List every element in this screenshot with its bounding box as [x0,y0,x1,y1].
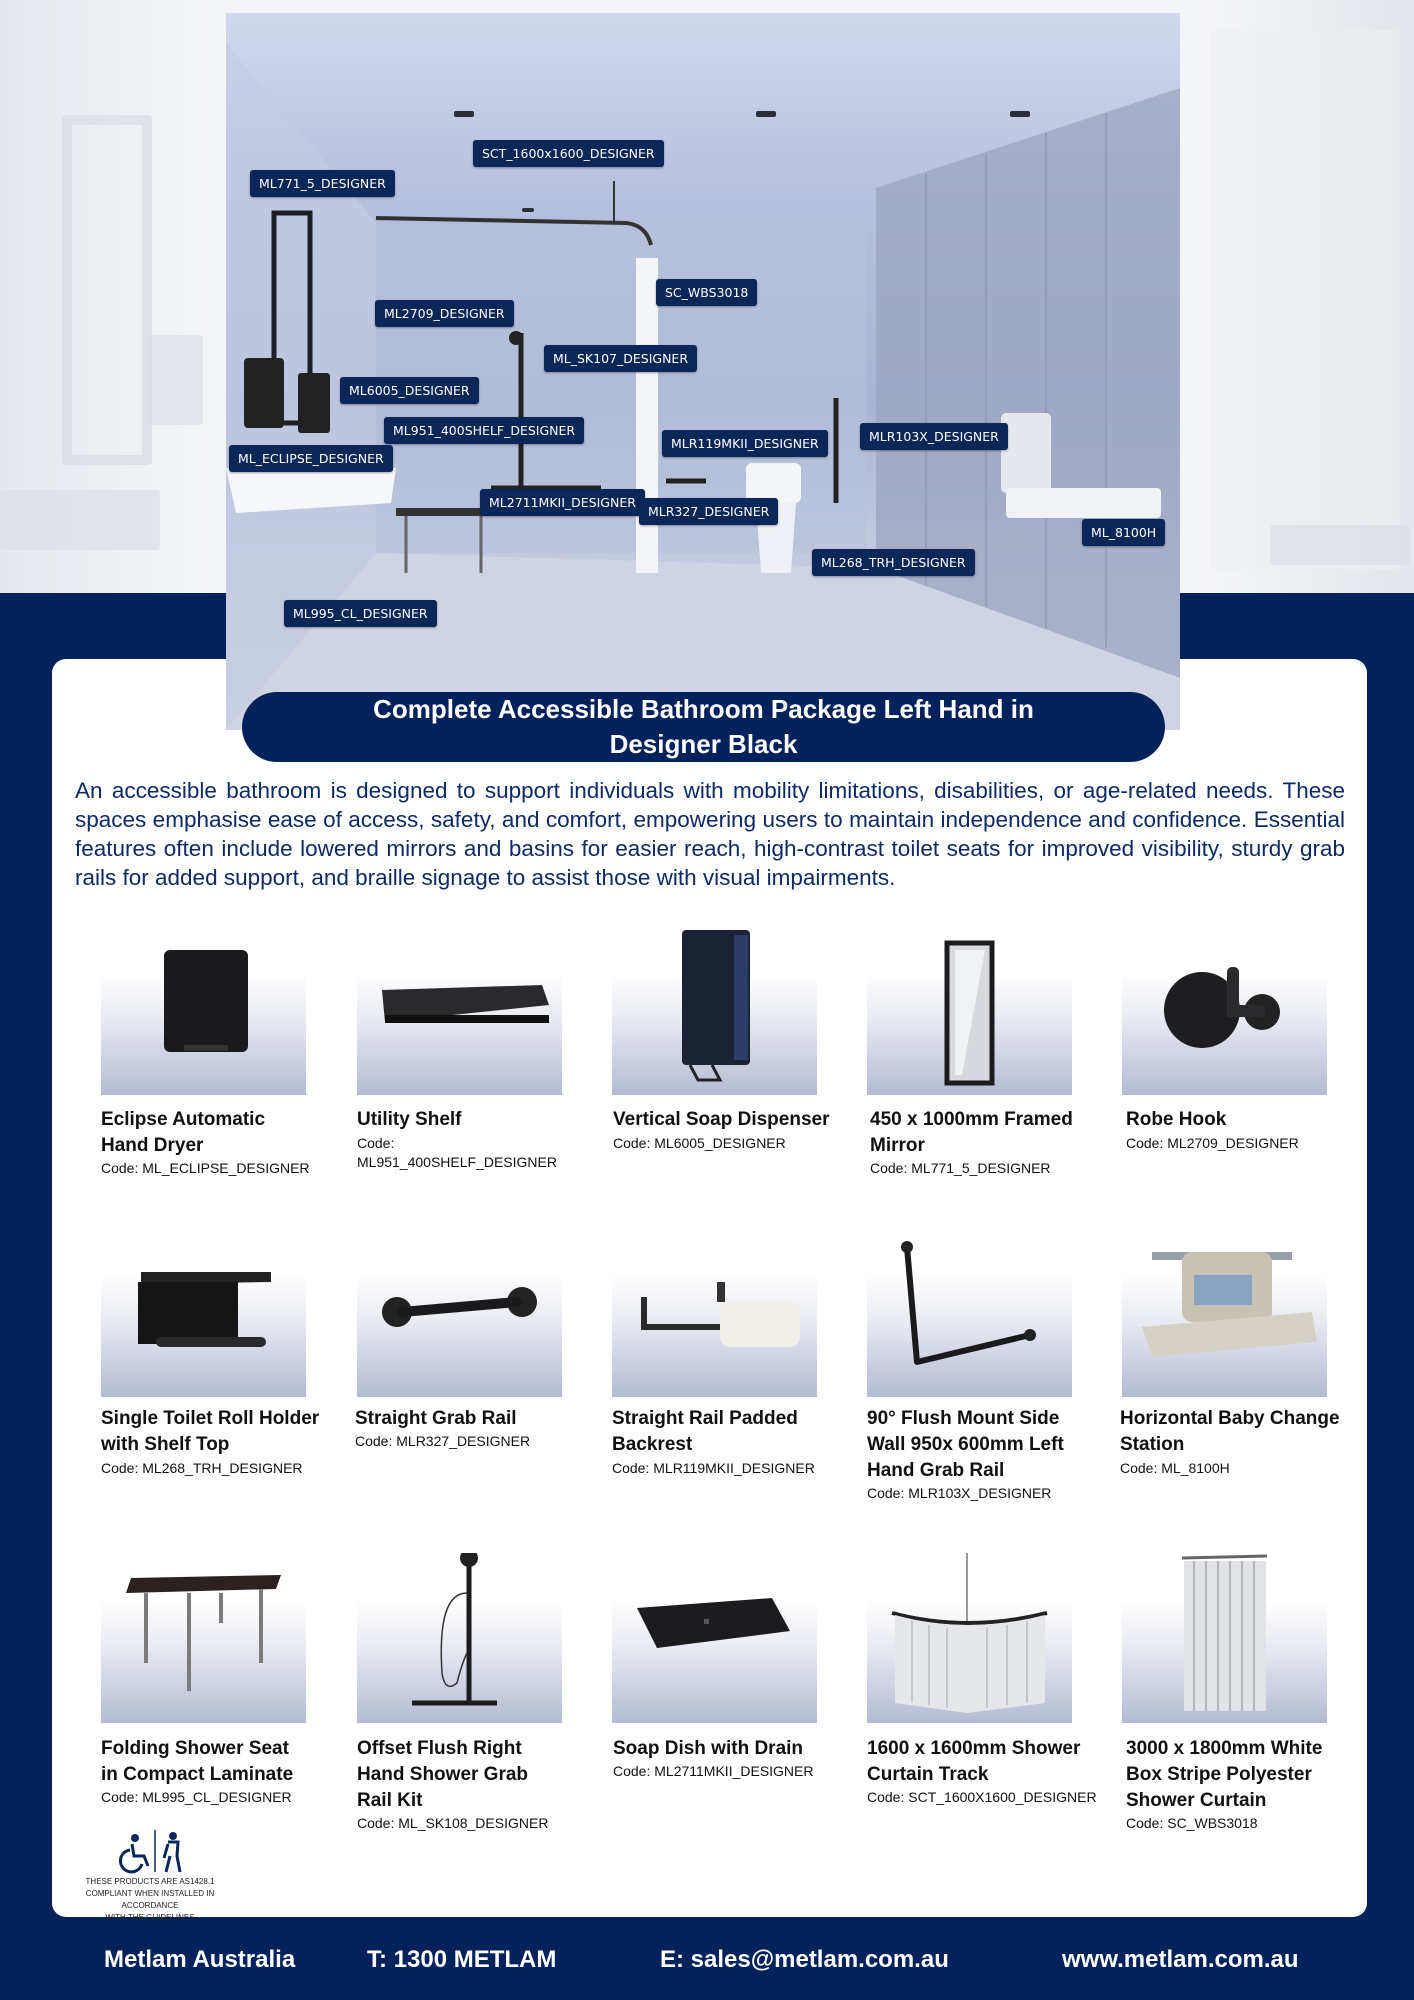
hero-tag: SC_WBS3018 [656,279,757,306]
footer-website[interactable]: www.metlam.com.au [1062,1946,1299,1973]
compliance-line: WITH THE GUIDELINES [105,1913,195,1922]
product-name: Utility Shelf [357,1109,462,1130]
hero-tag: MLR119MKII_DESIGNER [662,430,828,457]
faded-basin-right [1270,525,1410,565]
hero-tag: SCT_1600x1600_DESIGNER [473,140,664,167]
accessibility-icon [60,1830,240,1874]
baby-change-image [1122,1227,1327,1397]
soap-dispenser-image [612,925,817,1095]
faded-dispenser-left [148,335,203,425]
hero-tag: ML995_CL_DESIGNER [284,600,437,627]
page-title [242,692,1165,762]
product-name: 450 x 1000mm Framed Mirror [870,1109,1073,1156]
product-code: Code: ML268_TRH_DESIGNER [101,1460,303,1476]
compliance-line: THESE PRODUCTS ARE AS1428.1 [85,1877,215,1886]
product-code: Code: ML6005_DESIGNER [613,1135,786,1151]
product-name: Straight Grab Rail [355,1408,517,1429]
product-name: Robe Hook [1126,1109,1227,1130]
hero-tag: ML2709_DESIGNER [375,300,514,327]
product-name: Soap Dish with Drain [613,1738,804,1759]
product-code: Code: ML_ECLIPSE_DESIGNER [101,1160,310,1176]
product-code: Code: SCT_1600X1600_DESIGNER [867,1789,1097,1805]
product-name: 3000 x 1800mm White Box Stripe Polyester Shower Curtain [1126,1738,1323,1811]
product-code: Code: ML771_5_DESIGNER [870,1160,1051,1176]
hand-dryer-image [101,925,306,1095]
description-paragraph: An accessible bathroom is designed to support individuals with mobility limitations, disabilities, or age-related needs. These spaces emphasise ease of access, safety, and comfort, empowering users to maintain independence and confidence. Essential features often include lowered mirrors and basins for easier reach, high-contrast toilet seats for improved visibility, sturdy grab rails for added support, and braille signage to assist those with visual impairments. [75,778,1345,890]
hero-tag: ML951_400SHELF_DESIGNER [384,417,584,444]
shower-curtain-image [1122,1553,1327,1723]
footer-phone[interactable]: T: 1300 METLAM [367,1946,557,1973]
hero-tag: ML6005_DESIGNER [340,377,479,404]
faded-basin-left [0,490,160,550]
straight-grab-rail-image [357,1227,562,1397]
mirror-image [867,925,1072,1095]
faded-mirror-left [62,115,152,465]
footer-email[interactable]: E: sales@metlam.com.au [660,1946,949,1973]
hero-tag: MLR327_DESIGNER [639,498,778,525]
product-code: Code: ML2709_DESIGNER [1126,1135,1299,1151]
hero-tag: ML268_TRH_DESIGNER [812,549,975,576]
product-code: Code: ML_SK108_DESIGNER [357,1815,549,1831]
product-code: Code: ML995_CL_DESIGNER [101,1789,292,1805]
product-name: Single Toilet Roll Holder with Shelf Top [101,1408,320,1455]
toilet-roll-holder-image [101,1227,306,1397]
page-title-text: Complete Accessible Bathroom Package Left Hand in Designer Black [373,694,1034,759]
faded-wall-right [1210,30,1400,570]
hero-tag: MLR103X_DESIGNER [860,423,1008,450]
shower-seat-image [101,1553,306,1723]
shower-rail-kit-image [357,1553,562,1723]
hero-tag: ML_8100H [1082,519,1165,546]
robe-hook-image [1122,925,1327,1095]
footer-company: Metlam Australia [104,1946,296,1973]
hero-tag: ML771_5_DESIGNER [250,170,395,197]
hero-tag: ML_SK107_DESIGNER [544,345,697,372]
product-name: Straight Rail Padded Backrest [612,1408,798,1455]
product-code: Code: SC_WBS3018 [1126,1815,1258,1831]
product-code: Code: ML951_400SHELF_DESIGNER [357,1135,557,1170]
product-name: Eclipse Automatic Hand Dryer [101,1109,266,1156]
compliance-note [60,1876,240,1924]
angle-grab-rail-image [867,1227,1072,1397]
product-code: Code: MLR119MKII_DESIGNER [612,1460,815,1476]
compliance-line: COMPLIANT WHEN INSTALLED IN ACCORDANCE [85,1889,215,1910]
product-code: Code: ML2711MKII_DESIGNER [613,1763,814,1779]
padded-backrest-image [612,1227,817,1397]
soap-dish-image [612,1553,817,1723]
curtain-track-image [867,1553,1072,1723]
shelf-image [357,925,562,1095]
product-name: 90° Flush Mount Side Wall 950x 600mm Left Hand Grab Rail [867,1408,1064,1481]
product-code: Code: MLR327_DESIGNER [355,1433,531,1449]
product-code: Code: MLR103X_DESIGNER [867,1485,1052,1501]
product-name: Folding Shower Seat in Compact Laminate [101,1738,294,1785]
product-name: Offset Flush Right Hand Shower Grab Rail Kit [357,1738,529,1811]
product-name: Horizontal Baby Change Station [1120,1408,1340,1455]
hero-tag: ML_ECLIPSE_DESIGNER [229,445,393,472]
product-code: Code: ML_8100H [1120,1460,1230,1476]
hero-tag: ML2711MKII_DESIGNER [480,489,645,516]
product-name: 1600 x 1600mm Shower Curtain Track [867,1738,1081,1785]
hero-bathroom-image [226,13,1180,730]
product-name: Vertical Soap Dispenser [613,1109,830,1130]
